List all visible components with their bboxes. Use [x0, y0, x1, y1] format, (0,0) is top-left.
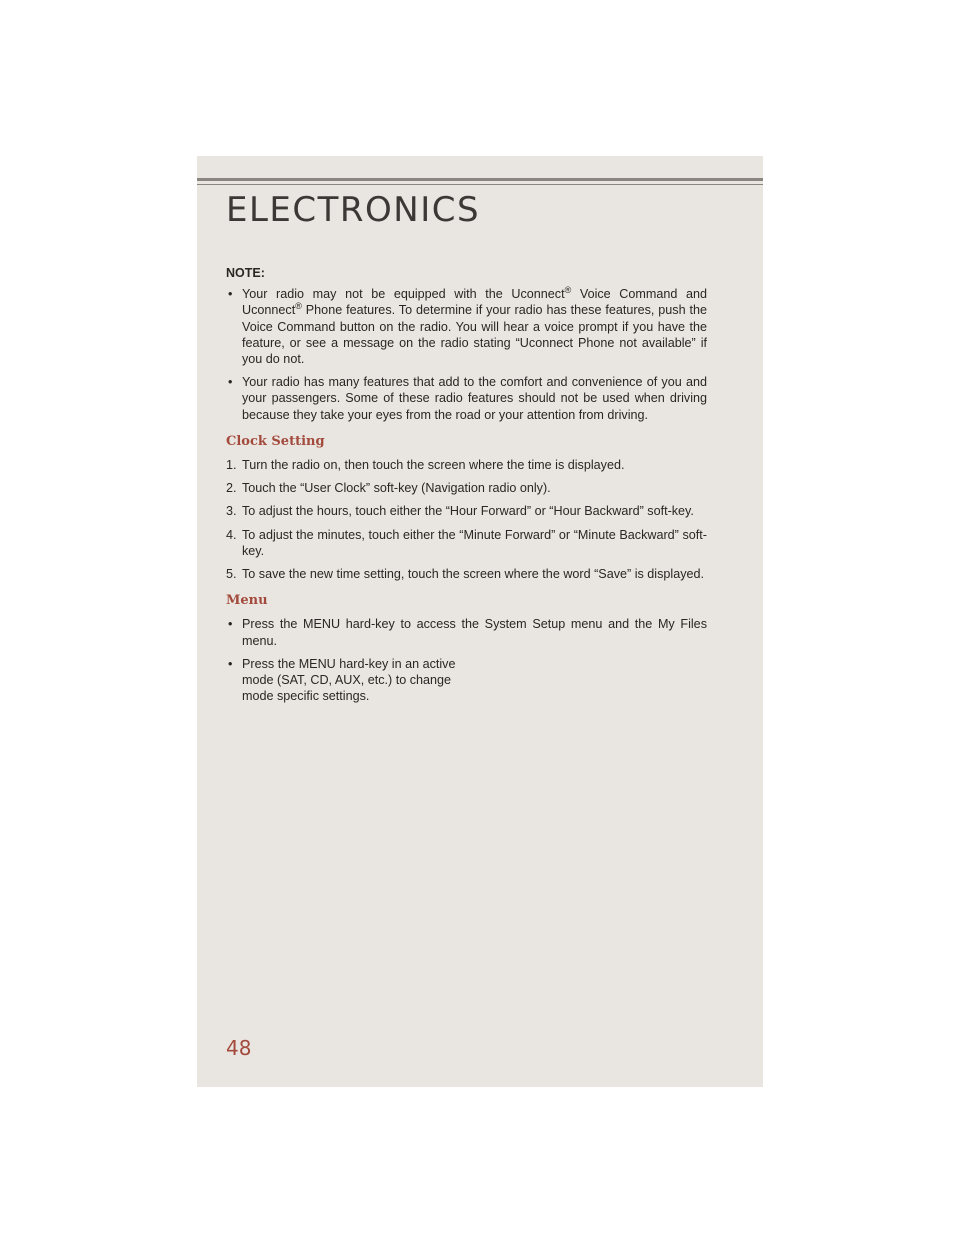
bullet-icon: • [228, 656, 233, 671]
step-text: To adjust the minutes, touch either the “Minute Forward” or “Minute Backward” soft-key. [242, 527, 707, 558]
note-label: NOTE: [226, 266, 265, 280]
note-bullet-2 [226, 374, 707, 423]
note-bullet-1-pre: Your radio may not be equipped with the Uconnect [242, 287, 565, 302]
note-bullet-1 [226, 286, 707, 367]
step-number: 1. [226, 458, 237, 473]
clock-step-3 [226, 503, 707, 519]
page-content [226, 265, 707, 711]
note-bullet-1-mid: Voice Command and Uconnect [242, 287, 707, 318]
clock-step-5 [226, 566, 707, 582]
bullet-icon: • [228, 375, 233, 390]
menu-heading: Menu [226, 593, 268, 609]
note-bullet-1-post: Phone features. To determine if your radio has these features, push the Voice Command button on the radio. You will hear a voice prompt if you have the feature, or see a message on the radio stating “Uconnect Phone not available” if you do not. [242, 303, 708, 367]
clock-step-2 [226, 480, 707, 496]
menu-bullet-2 [226, 656, 474, 705]
registered-mark: ® [564, 285, 572, 296]
section-title: ELECTRONICS [226, 190, 481, 230]
header-rule-thin [197, 184, 763, 185]
step-text: To save the new time setting, touch the screen where the word “Save” is displayed. [242, 567, 705, 582]
step-number: 2. [226, 481, 237, 496]
step-number: 3. [226, 504, 237, 519]
registered-mark: ® [295, 301, 302, 312]
step-text: Touch the “User Clock” soft-key (Navigation radio only). [242, 481, 551, 496]
step-number: 4. [226, 527, 237, 542]
page-number: 48 [226, 1036, 252, 1060]
note-bullet-2-text: Your radio has many features that add to the comfort and convenience of you and your passengers. Some of these radio features should not be used when driving because they take your eyes from the road or your attention from driving. [242, 375, 707, 422]
step-text: Turn the radio on, then touch the screen where the time is displayed. [242, 458, 625, 473]
clock-step-1 [226, 457, 707, 473]
header-rule-thick [197, 178, 763, 181]
menu-bullet-1-text: Press the MENU hard-key to access the System Setup menu and the My Files menu. [242, 617, 707, 648]
bullet-icon: • [228, 287, 233, 302]
menu-bullet-1 [226, 616, 707, 648]
manual-page [197, 156, 763, 1087]
step-number: 5. [226, 567, 237, 582]
clock-setting-heading: Clock Setting [226, 433, 325, 449]
step-text: To adjust the hours, touch either the “Hour Forward” or “Hour Backward” soft-key. [242, 504, 694, 519]
bullet-icon: • [228, 617, 233, 632]
menu-bullet-2-text: Press the MENU hard-key in an active mode (SAT, CD, AUX, etc.) to change mode specific settings. [242, 656, 456, 704]
clock-step-4 [226, 527, 707, 559]
